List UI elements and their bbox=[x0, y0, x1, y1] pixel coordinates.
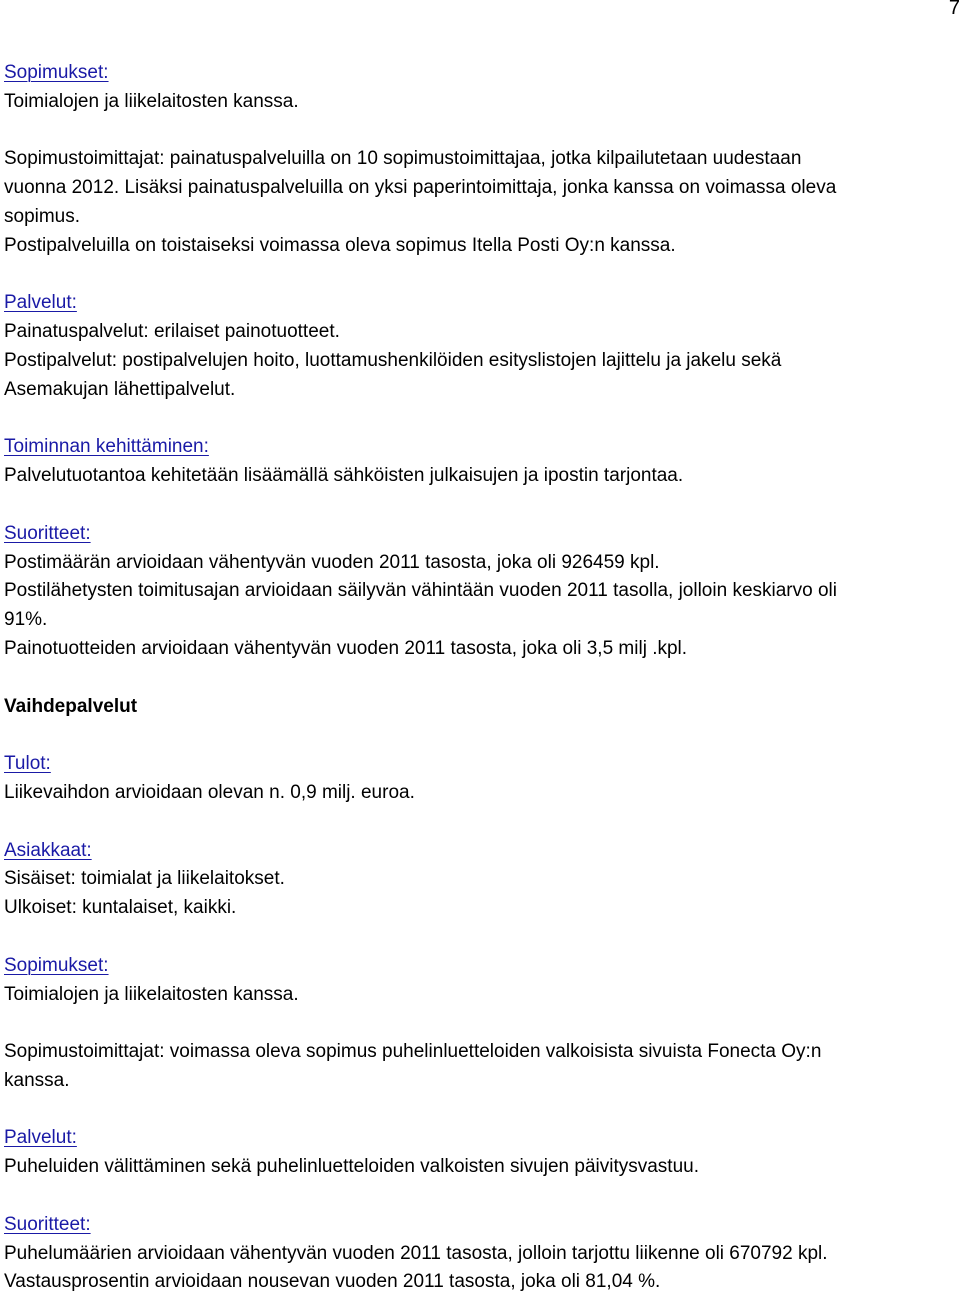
paragraph-spacer bbox=[4, 405, 954, 434]
text-line: Liikevaihdon arvioidaan olevan n. 0,9 milj. euroa. bbox=[4, 781, 415, 803]
section-label: Suoritteet: bbox=[4, 522, 91, 544]
section-label: Asiakkaat: bbox=[4, 839, 92, 861]
section-label: Suoritteet: bbox=[4, 1213, 91, 1235]
paragraph-spacer bbox=[4, 491, 954, 520]
section-label: Palvelut: bbox=[4, 1127, 77, 1149]
text-line: 91%. bbox=[4, 609, 48, 631]
section-label: Toiminnan kehittäminen: bbox=[4, 436, 209, 458]
text-line: Asemakujan lähettipalvelut. bbox=[4, 378, 236, 400]
paragraph-spacer bbox=[4, 1009, 954, 1038]
paragraph-spacer bbox=[4, 117, 954, 146]
text-line: Sisäiset: toimialat ja liikelaitokset. bbox=[4, 868, 285, 890]
page-number: 7 bbox=[948, 0, 960, 19]
section-label: Sopimukset: bbox=[4, 954, 109, 976]
paragraph-spacer bbox=[4, 1096, 954, 1125]
paragraph-spacer bbox=[4, 721, 954, 750]
text-line: Vastausprosentin arvioidaan nousevan vuoden 2011 tasosta, joka oli 81,04 %. bbox=[4, 1271, 661, 1293]
text-line: Palvelutuotantoa kehitetään lisäämällä sähköisten julkaisujen ja ipostin tarjontaa. bbox=[4, 465, 684, 487]
section-label: Tulot: bbox=[4, 753, 51, 775]
text-line: vuonna 2012. Lisäksi painatuspalveluilla on yksi paperintoimittaja, jonka kanssa on voimassa oleva bbox=[4, 177, 837, 199]
text-line: Sopimustoimittajat: painatuspalveluilla on 10 sopimustoimittajaa, jotka kilpailutetaan uudestaan bbox=[4, 148, 802, 170]
paragraph-spacer bbox=[4, 923, 954, 952]
section-label: Palvelut: bbox=[4, 292, 77, 314]
text-line: Postimäärän arvioidaan vähentyvän vuoden 2011 tasosta, joka oli 926459 kpl. bbox=[4, 551, 660, 573]
paragraph-spacer bbox=[4, 664, 954, 693]
paragraph-spacer bbox=[4, 808, 954, 837]
section-title: Vaihdepalvelut bbox=[4, 695, 138, 717]
text-line: Puheluiden välittäminen sekä puhelinluetteloiden valkoisten sivujen päivitysvastuu. bbox=[4, 1156, 699, 1178]
text-line: Puhelumäärien arvioidaan vähentyvän vuoden 2011 tasosta, jolloin tarjottu liikenne oli 670792 kpl. bbox=[4, 1242, 828, 1264]
text-line: sopimus. bbox=[4, 205, 81, 227]
text-line: Postipalvelut: postipalvelujen hoito, luottamushenkilöiden esityslistojen lajittelu ja jakelu sekä bbox=[4, 349, 782, 371]
text-line: Toimialojen ja liikelaitosten kanssa. bbox=[4, 983, 299, 1005]
section-label: Sopimukset: bbox=[4, 62, 109, 83]
text-line: Toimialojen ja liikelaitosten kanssa. bbox=[4, 90, 299, 112]
text-line: Postipalveluilla on toistaiseksi voimassa oleva sopimus Itella Posti Oy:n kanssa. bbox=[4, 234, 676, 256]
paragraph-spacer bbox=[4, 1182, 954, 1211]
paragraph-spacer bbox=[4, 261, 954, 290]
text-line: Postilähetysten toimitusajan arvioidaan säilyvän vähintään vuoden 2011 tasolla, jolloin keskiarvo oli bbox=[4, 580, 837, 602]
text-line: Painotuotteiden arvioidaan vähentyvän vuoden 2011 tasosta, joka oli 3,5 milj .kpl. bbox=[4, 637, 688, 659]
text-line: Painatuspalvelut: erilaiset painotuotteet. bbox=[4, 321, 340, 343]
document-body bbox=[4, 59, 954, 1297]
text-line: Sopimustoimittajat: voimassa oleva sopimus puhelinluetteloiden valkoisista sivuista Fonecta Oy:n bbox=[4, 1041, 822, 1063]
text-line: kanssa. bbox=[4, 1069, 70, 1091]
text-line: Ulkoiset: kuntalaiset, kaikki. bbox=[4, 897, 237, 919]
